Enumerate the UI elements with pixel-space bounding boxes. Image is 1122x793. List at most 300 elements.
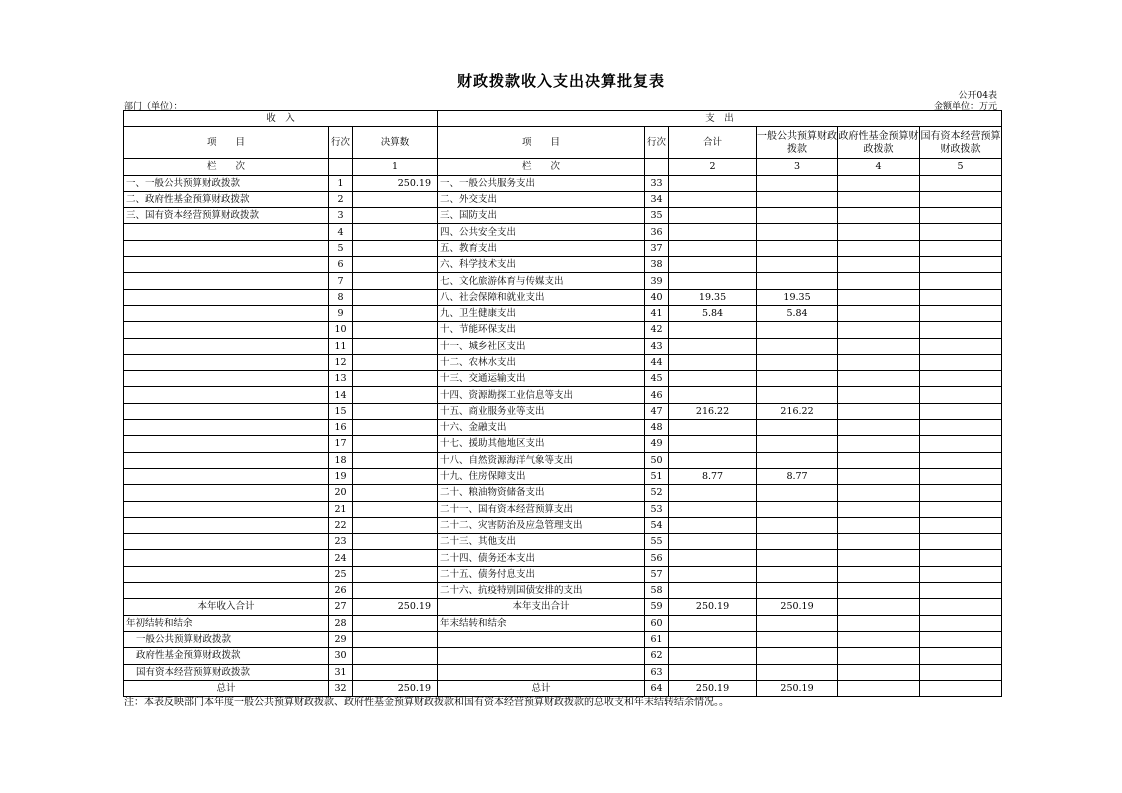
- income-rowno-cell: 12: [329, 354, 353, 370]
- income-amount-cell: 250.19: [353, 599, 438, 615]
- expense-item-cell: 二十四、债务还本支出: [438, 550, 645, 566]
- expense-rowno-cell: 50: [645, 452, 669, 468]
- expense-rowno-cell: 52: [645, 485, 669, 501]
- state-capital-amount-cell: [920, 420, 1002, 436]
- table-row: [124, 583, 1002, 599]
- total-amount-cell: [669, 517, 757, 533]
- table-row: [124, 468, 1002, 484]
- general-amount-cell: [757, 175, 838, 191]
- footnote: 注：本表反映部门本年度一般公共预算财政拨款、政府性基金预算财政拨款和国有资本经营预算财政拨款的总收支和年末结转结余情况。。: [124, 697, 729, 708]
- state-capital-amount-cell: [920, 403, 1002, 419]
- income-amount-cell: [353, 583, 438, 599]
- expense-item-cell: 六、科学技术支出: [438, 257, 645, 273]
- department-label: 部门（单位）：: [124, 102, 183, 112]
- gov-fund-amount-cell: [838, 566, 920, 582]
- income-amount-cell: [353, 485, 438, 501]
- income-item-cell: [124, 224, 329, 240]
- table-row: [124, 615, 1002, 631]
- general-budget-header: 一般公共预算财政拨款: [757, 127, 838, 159]
- income-rowno-cell: 26: [329, 583, 353, 599]
- table-row: [124, 566, 1002, 582]
- income-rowno-cell: 9: [329, 305, 353, 321]
- income-amount-cell: [353, 534, 438, 550]
- income-amount-cell: 250.19: [353, 175, 438, 191]
- income-rowno-cell: 23: [329, 534, 353, 550]
- total-amount-cell: [669, 240, 757, 256]
- income-amount-cell: [353, 338, 438, 354]
- page-title: 财政拨款收入支出决算批复表: [456, 72, 665, 90]
- income-rowno-cell: 1: [329, 175, 353, 191]
- total-amount-cell: 5.84: [669, 305, 757, 321]
- income-rowno-cell: 22: [329, 517, 353, 533]
- total-amount-cell: 19.35: [669, 289, 757, 305]
- expense-item-cell: 总计: [438, 680, 645, 696]
- state-capital-amount-cell: [920, 517, 1002, 533]
- total-amount-cell: [669, 648, 757, 664]
- expense-rowno-cell: 53: [645, 501, 669, 517]
- income-rowno-cell: 18: [329, 452, 353, 468]
- expense-header: 支 出: [438, 111, 1002, 127]
- income-amount-cell: [353, 208, 438, 224]
- income-amount-cell: [353, 273, 438, 289]
- general-amount-cell: [757, 322, 838, 338]
- total-header: 合计: [669, 127, 757, 159]
- gov-fund-amount-cell: [838, 420, 920, 436]
- general-amount-cell: 216.22: [757, 403, 838, 419]
- gov-fund-amount-cell: [838, 485, 920, 501]
- income-item-cell: [124, 289, 329, 305]
- income-rowno-cell: 24: [329, 550, 353, 566]
- gov-fund-amount-cell: [838, 305, 920, 321]
- table-row: [124, 289, 1002, 305]
- table-row: [124, 224, 1002, 240]
- income-rowno-cell: 21: [329, 501, 353, 517]
- expense-item-cell: 二十六、抗疫特别国债安排的支出: [438, 583, 645, 599]
- gov-fund-amount-cell: [838, 175, 920, 191]
- expense-rowno-cell: 63: [645, 664, 669, 680]
- expense-rowno-cell: 60: [645, 615, 669, 631]
- total-amount-cell: [669, 354, 757, 370]
- general-amount-cell: [757, 485, 838, 501]
- expense-rowno-cell: 41: [645, 305, 669, 321]
- gov-fund-amount-cell: [838, 664, 920, 680]
- total-amount-cell: [669, 387, 757, 403]
- gov-fund-amount-cell: [838, 501, 920, 517]
- income-item-cell: [124, 501, 329, 517]
- income-rowno-cell: 16: [329, 420, 353, 436]
- expense-rowno-cell: 58: [645, 583, 669, 599]
- total-amount-cell: 250.19: [669, 680, 757, 696]
- general-amount-cell: [757, 648, 838, 664]
- income-item-cell: 年初结转和结余: [124, 615, 329, 631]
- general-amount-cell: [757, 534, 838, 550]
- general-amount-cell: [757, 191, 838, 207]
- general-amount-cell: [757, 273, 838, 289]
- general-amount-cell: [757, 338, 838, 354]
- general-amount-cell: [757, 550, 838, 566]
- state-capital-amount-cell: [920, 387, 1002, 403]
- income-amount-cell: [353, 305, 438, 321]
- income-rowno-cell: 7: [329, 273, 353, 289]
- total-amount-cell: 216.22: [669, 403, 757, 419]
- income-amount-cell: [353, 224, 438, 240]
- general-amount-cell: [757, 436, 838, 452]
- expense-item-cell: 二十五、债务付息支出: [438, 566, 645, 582]
- income-rowno-cell: 31: [329, 664, 353, 680]
- state-capital-amount-cell: [920, 485, 1002, 501]
- expense-rowno-cell: 47: [645, 403, 669, 419]
- income-item-cell: [124, 354, 329, 370]
- income-rowno-header: 行次: [329, 127, 353, 159]
- total-amount-cell: [669, 273, 757, 289]
- expense-item-cell: 二十三、其他支出: [438, 534, 645, 550]
- expense-item-cell: [438, 648, 645, 664]
- expense-item-cell: 七、文化旅游体育与传媒支出: [438, 273, 645, 289]
- total-amount-cell: [669, 485, 757, 501]
- total-amount-cell: [669, 550, 757, 566]
- general-amount-cell: [757, 240, 838, 256]
- income-rowno-cell: 11: [329, 338, 353, 354]
- expense-item-cell: 二、外交支出: [438, 191, 645, 207]
- expense-rowno-cell: 49: [645, 436, 669, 452]
- state-capital-amount-cell: [920, 534, 1002, 550]
- state-capital-amount-cell: [920, 175, 1002, 191]
- table-row: [124, 354, 1002, 370]
- expense-rowno-cell: 38: [645, 257, 669, 273]
- gov-fund-amount-cell: [838, 403, 920, 419]
- state-capital-amount-cell: [920, 452, 1002, 468]
- table-row: [124, 436, 1002, 452]
- total-amount-cell: [669, 322, 757, 338]
- income-item-cell: [124, 436, 329, 452]
- total-amount-cell: [669, 566, 757, 582]
- income-amount-cell: [353, 371, 438, 387]
- income-amount-cell: [353, 452, 438, 468]
- table-row: [124, 599, 1002, 615]
- state-capital-amount-cell: [920, 664, 1002, 680]
- table-row: [124, 322, 1002, 338]
- state-capital-amount-cell: [920, 338, 1002, 354]
- table-row: [124, 257, 1002, 273]
- income-rowno-cell: 17: [329, 436, 353, 452]
- gov-fund-amount-cell: [838, 338, 920, 354]
- state-capital-amount-cell: [920, 354, 1002, 370]
- form-code: 公开04表: [958, 91, 997, 101]
- gov-fund-amount-cell: [838, 680, 920, 696]
- income-item-cell: 一、一般公共预算财政拨款: [124, 175, 329, 191]
- expense-rowno-cell: 59: [645, 599, 669, 615]
- state-capital-header: 国有资本经营预算财政拨款: [920, 127, 1002, 159]
- general-amount-cell: [757, 583, 838, 599]
- total-amount-cell: [669, 436, 757, 452]
- general-amount-cell: [757, 420, 838, 436]
- general-amount-cell: [757, 631, 838, 647]
- general-amount-cell: 19.35: [757, 289, 838, 305]
- income-rowno-cell: 5: [329, 240, 353, 256]
- expense-rowno-cell: 44: [645, 354, 669, 370]
- total-amount-cell: [669, 371, 757, 387]
- expense-item-cell: 十四、资源勘探工业信息等支出: [438, 387, 645, 403]
- income-item-cell: [124, 403, 329, 419]
- income-amount-cell: [353, 403, 438, 419]
- table-row: [124, 485, 1002, 501]
- expense-rowno-cell: 57: [645, 566, 669, 582]
- income-rowno-cell: 13: [329, 371, 353, 387]
- expense-item-cell: 九、卫生健康支出: [438, 305, 645, 321]
- state-capital-amount-cell: [920, 191, 1002, 207]
- income-item-cell: [124, 485, 329, 501]
- col-number: 1: [353, 159, 438, 175]
- income-item-cell: [124, 371, 329, 387]
- state-capital-amount-cell: [920, 631, 1002, 647]
- expense-rowno-cell: 64: [645, 680, 669, 696]
- expense-item-cell: 一、一般公共服务支出: [438, 175, 645, 191]
- expense-item-header: 项 目: [438, 127, 645, 159]
- income-amount-cell: [353, 550, 438, 566]
- column-label: 栏 次: [438, 159, 645, 175]
- final-amount-header: 决算数: [353, 127, 438, 159]
- income-item-cell: [124, 257, 329, 273]
- income-item-cell: [124, 240, 329, 256]
- column-label: 栏 次: [124, 159, 329, 175]
- col-number: 3: [757, 159, 838, 175]
- gov-fund-amount-cell: [838, 599, 920, 615]
- income-amount-cell: [353, 517, 438, 533]
- table-row: [124, 371, 1002, 387]
- total-amount-cell: [669, 501, 757, 517]
- income-rowno-cell: 10: [329, 322, 353, 338]
- income-item-cell: [124, 420, 329, 436]
- income-rowno-cell: 30: [329, 648, 353, 664]
- expense-item-cell: 本年支出合计: [438, 599, 645, 615]
- income-rowno-cell: 28: [329, 615, 353, 631]
- table-row: [124, 208, 1002, 224]
- expense-rowno-cell: 39: [645, 273, 669, 289]
- expense-rowno-cell: 48: [645, 420, 669, 436]
- table-row: [124, 240, 1002, 256]
- income-item-cell: [124, 583, 329, 599]
- income-amount-cell: 250.19: [353, 680, 438, 696]
- total-amount-cell: [669, 615, 757, 631]
- general-amount-cell: [757, 517, 838, 533]
- total-amount-cell: [669, 534, 757, 550]
- total-amount-cell: [669, 208, 757, 224]
- income-amount-cell: [353, 501, 438, 517]
- income-rowno-cell: 15: [329, 403, 353, 419]
- income-rowno-cell: 6: [329, 257, 353, 273]
- state-capital-amount-cell: [920, 322, 1002, 338]
- income-item-cell: 国有资本经营预算财政拨款: [124, 664, 329, 680]
- expense-item-cell: 五、教育支出: [438, 240, 645, 256]
- income-item-cell: [124, 452, 329, 468]
- gov-fund-amount-cell: [838, 371, 920, 387]
- income-item-cell: 一般公共预算财政拨款: [124, 631, 329, 647]
- expense-rowno-cell: 56: [645, 550, 669, 566]
- table-row: [124, 175, 1002, 191]
- state-capital-amount-cell: [920, 566, 1002, 582]
- table-row: [124, 550, 1002, 566]
- state-capital-amount-cell: [920, 550, 1002, 566]
- gov-fund-amount-cell: [838, 257, 920, 273]
- income-rowno-cell: 2: [329, 191, 353, 207]
- income-amount-cell: [353, 257, 438, 273]
- table-row: [124, 273, 1002, 289]
- gov-fund-amount-cell: [838, 224, 920, 240]
- general-amount-cell: [757, 566, 838, 582]
- expense-item-cell: 十五、商业服务业等支出: [438, 403, 645, 419]
- income-item-cell: 总计: [124, 680, 329, 696]
- gov-fund-amount-cell: [838, 468, 920, 484]
- income-amount-cell: [353, 354, 438, 370]
- expense-item-cell: 二十一、国有资本经营预算支出: [438, 501, 645, 517]
- gov-fund-amount-cell: [838, 550, 920, 566]
- state-capital-amount-cell: [920, 436, 1002, 452]
- income-rowno-cell: 29: [329, 631, 353, 647]
- gov-fund-amount-cell: [838, 615, 920, 631]
- income-item-cell: 三、国有资本经营预算财政拨款: [124, 208, 329, 224]
- expense-item-cell: 四、公共安全支出: [438, 224, 645, 240]
- income-item-cell: [124, 534, 329, 550]
- expense-rowno-cell: 37: [645, 240, 669, 256]
- total-amount-cell: [669, 257, 757, 273]
- unit-label: 金额单位：万元: [933, 102, 997, 112]
- gov-fund-amount-cell: [838, 191, 920, 207]
- general-amount-cell: 8.77: [757, 468, 838, 484]
- income-item-cell: 政府性基金预算财政拨款: [124, 648, 329, 664]
- table-row: [124, 452, 1002, 468]
- expense-rowno-cell: 34: [645, 191, 669, 207]
- expense-item-cell: 二十、粮油物资储备支出: [438, 485, 645, 501]
- total-amount-cell: [669, 452, 757, 468]
- gov-fund-amount-cell: [838, 517, 920, 533]
- income-rowno-cell: 14: [329, 387, 353, 403]
- income-amount-cell: [353, 664, 438, 680]
- total-amount-cell: [669, 420, 757, 436]
- state-capital-amount-cell: [920, 468, 1002, 484]
- expense-rowno-cell: 62: [645, 648, 669, 664]
- income-amount-cell: [353, 436, 438, 452]
- income-rowno-cell: 25: [329, 566, 353, 582]
- gov-fund-amount-cell: [838, 583, 920, 599]
- budget-table: [123, 110, 1002, 697]
- general-amount-cell: [757, 208, 838, 224]
- expense-item-cell: 十六、金融支出: [438, 420, 645, 436]
- expense-item-cell: 二十二、灾害防治及应急管理支出: [438, 517, 645, 533]
- general-amount-cell: [757, 371, 838, 387]
- gov-fund-header: 政府性基金预算财政拨款: [838, 127, 920, 159]
- state-capital-amount-cell: [920, 371, 1002, 387]
- general-amount-cell: [757, 387, 838, 403]
- gov-fund-amount-cell: [838, 208, 920, 224]
- total-amount-cell: [669, 664, 757, 680]
- expense-item-cell: 十一、城乡社区支出: [438, 338, 645, 354]
- general-amount-cell: [757, 664, 838, 680]
- total-amount-cell: [669, 583, 757, 599]
- income-rowno-cell: 27: [329, 599, 353, 615]
- expense-rowno-header: 行次: [645, 127, 669, 159]
- income-item-cell: [124, 550, 329, 566]
- state-capital-amount-cell: [920, 257, 1002, 273]
- general-amount-cell: [757, 257, 838, 273]
- expense-item-cell: 十、节能环保支出: [438, 322, 645, 338]
- income-item-cell: [124, 273, 329, 289]
- col-number: 2: [669, 159, 757, 175]
- table-row: [124, 501, 1002, 517]
- general-amount-cell: [757, 501, 838, 517]
- general-amount-cell: [757, 452, 838, 468]
- state-capital-amount-cell: [920, 501, 1002, 517]
- income-item-header: 项 目: [124, 127, 329, 159]
- income-item-cell: [124, 566, 329, 582]
- income-item-cell: 本年收入合计: [124, 599, 329, 615]
- expense-item-cell: 十九、住房保障支出: [438, 468, 645, 484]
- table-row: [124, 191, 1002, 207]
- expense-item-cell: 十二、农林水支出: [438, 354, 645, 370]
- state-capital-amount-cell: [920, 208, 1002, 224]
- income-rowno-cell: 32: [329, 680, 353, 696]
- income-amount-cell: [353, 289, 438, 305]
- col-number: 4: [838, 159, 920, 175]
- table-row: [124, 387, 1002, 403]
- expense-rowno-cell: 36: [645, 224, 669, 240]
- income-amount-cell: [353, 322, 438, 338]
- general-amount-cell: [757, 615, 838, 631]
- gov-fund-amount-cell: [838, 289, 920, 305]
- total-amount-cell: 250.19: [669, 599, 757, 615]
- expense-item-cell: 十三、交通运输支出: [438, 371, 645, 387]
- col-number: 5: [920, 159, 1002, 175]
- expense-rowno-cell: 42: [645, 322, 669, 338]
- expense-rowno-cell: 61: [645, 631, 669, 647]
- gov-fund-amount-cell: [838, 452, 920, 468]
- income-rowno-cell: 3: [329, 208, 353, 224]
- expense-item-cell: [438, 631, 645, 647]
- total-amount-cell: [669, 338, 757, 354]
- general-amount-cell: [757, 224, 838, 240]
- income-item-cell: 二、政府性基金预算财政拨款: [124, 191, 329, 207]
- gov-fund-amount-cell: [838, 240, 920, 256]
- total-amount-cell: [669, 191, 757, 207]
- income-amount-cell: [353, 387, 438, 403]
- gov-fund-amount-cell: [838, 273, 920, 289]
- expense-rowno-cell: 43: [645, 338, 669, 354]
- state-capital-amount-cell: [920, 224, 1002, 240]
- expense-item-cell: 十七、援助其他地区支出: [438, 436, 645, 452]
- income-amount-cell: [353, 240, 438, 256]
- gov-fund-amount-cell: [838, 631, 920, 647]
- table-row: [124, 648, 1002, 664]
- table-row: [124, 338, 1002, 354]
- income-item-cell: [124, 305, 329, 321]
- gov-fund-amount-cell: [838, 354, 920, 370]
- income-rowno-cell: 4: [329, 224, 353, 240]
- expense-rowno-cell: 35: [645, 208, 669, 224]
- state-capital-amount-cell: [920, 305, 1002, 321]
- total-amount-cell: 8.77: [669, 468, 757, 484]
- state-capital-amount-cell: [920, 273, 1002, 289]
- total-amount-cell: [669, 175, 757, 191]
- income-item-cell: [124, 517, 329, 533]
- income-amount-cell: [353, 468, 438, 484]
- table-row: [124, 534, 1002, 550]
- expense-rowno-cell: 55: [645, 534, 669, 550]
- table-row: [124, 305, 1002, 321]
- income-amount-cell: [353, 615, 438, 631]
- income-rowno-cell: 8: [329, 289, 353, 305]
- income-amount-cell: [353, 191, 438, 207]
- gov-fund-amount-cell: [838, 534, 920, 550]
- gov-fund-amount-cell: [838, 436, 920, 452]
